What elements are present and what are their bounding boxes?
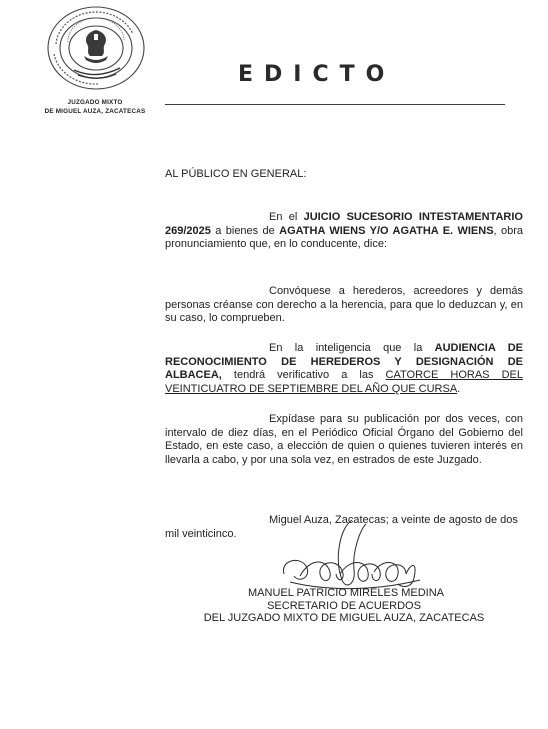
signer-role: SECRETARIO DE ACUERDOS	[267, 600, 421, 612]
hearing-name: AUDIENCIA DE RECONOCIMIENTO DE HEREDEROS Y DESIGNACIÓN DE ALBACEA,	[165, 342, 523, 382]
p3-text-a: En la inteligencia que la	[269, 342, 435, 354]
place-and-date: Miguel Auza, Zacatecas; a veinte de agosto de dos mil veinticinco.	[165, 514, 518, 540]
deceased-names: AGATHA WIENS Y/O AGATHA E. WIENS	[279, 224, 494, 237]
handwritten-signature	[270, 518, 440, 596]
addressee-line: AL PÚBLICO EN GENERAL:	[165, 168, 307, 180]
paragraph-publication: Expídase para su publicación por dos veces, con intervalo de diez días, en el Periódico Oficial Órgano del Gobierno del Estado, en este caso, a elección de quien o quienes tuvieren interés en llevarla a cabo, y por una sola vez, en estrados de este Juzgado.	[165, 413, 523, 466]
title-divider	[165, 104, 505, 105]
paragraph-hearing	[165, 342, 523, 396]
document-title: EDICTO	[238, 62, 396, 87]
signer-court: DEL JUZGADO MIXTO DE MIGUEL AUZA, ZACATECAS	[203, 612, 485, 624]
court-line-2: DE MIGUEL AUZA, ZACATECAS	[44, 108, 146, 115]
court-line-1: JUZGADO MIXTO	[67, 99, 123, 106]
paragraph-case	[165, 211, 523, 252]
court-name	[30, 98, 160, 116]
p1-text-b: a bienes de	[210, 224, 280, 237]
signer-name: MANUEL PATRICIO MIRELES MEDINA	[248, 587, 444, 599]
hearing-time: CATORCE HORAS DEL VEINTICUATRO DE SEPTIEMBRE DEL AÑO QUE CURSA	[165, 369, 523, 395]
case-number: JUICIO SUCESORIO INTESTAMENTARIO 269/2025	[165, 211, 523, 237]
p1-text-a: En el	[269, 211, 304, 223]
p3-text-c: .	[457, 382, 461, 395]
p3-text-b: tendrá verificativo a las	[221, 369, 386, 382]
court-seal	[38, 4, 154, 94]
p1-text-c: , obra pronunciamiento que, en lo conducente, dice:	[165, 224, 523, 251]
paragraph-summons: Convóquese a herederos, acreedores y demás personas créanse con derecho a la herencia, para que lo deduzcan y, en su caso, lo comprueben.	[165, 285, 523, 325]
